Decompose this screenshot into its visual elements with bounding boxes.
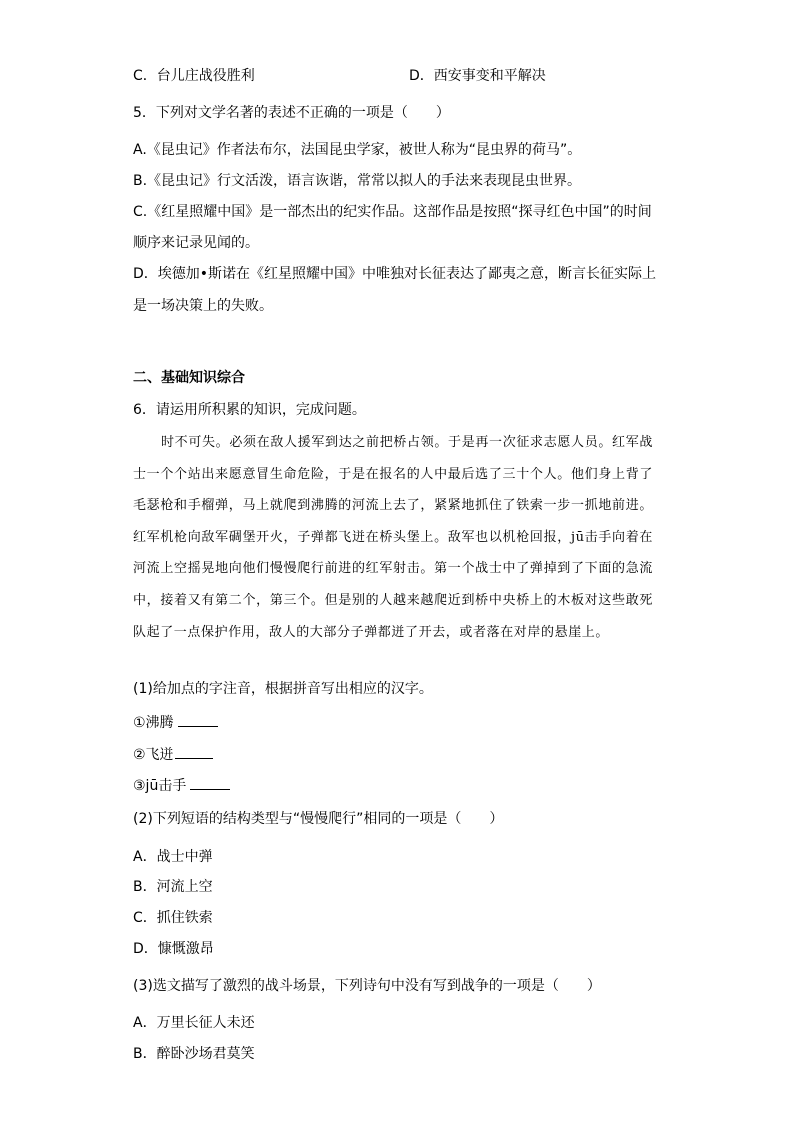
- answer-blank[interactable]: [190, 775, 230, 790]
- q6-sub1-item1-text: ①沸腾: [133, 715, 174, 731]
- q6-sub2-option-d: D．慷慨激昂: [133, 941, 214, 957]
- q6-sub1-item3-text: ③jū击手: [133, 778, 187, 794]
- q6-stem: 6．请运用所积累的知识，完成问题。: [133, 402, 366, 418]
- q6-sub3-option-a: A．万里长征人未还: [133, 1015, 255, 1031]
- q5-option-b: B.《昆虫记》行文活泼，语言诙谐，常常以拟人的手法来表现昆虫世界。: [133, 173, 582, 189]
- section-2-title: 二、基础知识综合: [133, 370, 245, 386]
- q6-sub3-option-b: B．醉卧沙场君莫笑: [133, 1046, 255, 1062]
- q5-option-d-line2: 是一场决策上的失败。: [133, 298, 273, 314]
- q6-sub1-item2: [133, 744, 213, 765]
- q4-options-row: [133, 66, 546, 86]
- q5-option-c-line2: 顺序来记录见闻的。: [133, 235, 259, 251]
- q6-sub2-option-a: A．战士中弹: [133, 849, 213, 865]
- q4-option-d: D．西安事变和平解决: [409, 68, 546, 84]
- q6-sub2-option-c: C．抓住铁索: [133, 910, 213, 926]
- q6-sub1-item2-text: ②飞迸: [133, 747, 174, 763]
- q6-sub2-stem: (2)下列短语的结构类型与“慢慢爬行”相同的一项是（ ）: [133, 811, 504, 827]
- answer-blank[interactable]: [178, 712, 218, 727]
- q6-sub1-item1: [133, 712, 218, 733]
- q4-option-c: C．台儿庄战役胜利: [133, 68, 255, 84]
- q5-option-c-line1: C.《红星照耀中国》是一部杰出的纪实作品。这部作品是按照“探寻红色中国”的时间: [133, 204, 652, 220]
- q6-sub1-item3: [133, 775, 230, 796]
- q5-stem: 5．下列对文学名著的表述不正确的一项是（ ）: [133, 105, 450, 121]
- q6-sub1-stem: (1)给加点的字注音，根据拼音写出相应的汉字。: [133, 681, 433, 697]
- q6-passage: 时不可失。必须在敌人援军到达之前把桥占领。于是再一次征求志愿人员。红军战士一个个站出来愿意冒生命危险，于是在报名的人中最后选了三十个人。他们身上背了毛瑟枪和手榴弹，马上就爬到沸腾的河流上去了，紧紧地抓住了铁索一步一抓地前进。红军机枪向敌军碉堡开火，子弹都飞迸在桥头堡上。敌军也以机枪回报，jū击手向着在河流上空摇晃地向他们慢慢爬行前进的红军射击。第一个战士中了弹掉到了下面的急流中，接着又有第二个，第三个。但是别的人越来越爬近到桥中央桥上的木板对这些敢死队起了一点保护作用，敌人的大部分子弹都迸了开去，或者落在对岸的悬崖上。: [133, 435, 653, 640]
- q6-sub2-option-b: B．河流上空: [133, 879, 213, 895]
- answer-blank[interactable]: [175, 744, 213, 759]
- q5-option-a: A.《昆虫记》作者法布尔，法国昆虫学家，被世人称为“昆虫界的荷马”。: [133, 142, 582, 158]
- q5-option-d-line1: D．埃德加•斯诺在《红星照耀中国》中唯独对长征表达了鄙夷之意，断言长征实际上: [133, 266, 657, 282]
- q6-sub3-stem: (3)选文描写了激烈的战斗场景，下列诗句中没有写到战争的一项是（ ）: [133, 978, 601, 994]
